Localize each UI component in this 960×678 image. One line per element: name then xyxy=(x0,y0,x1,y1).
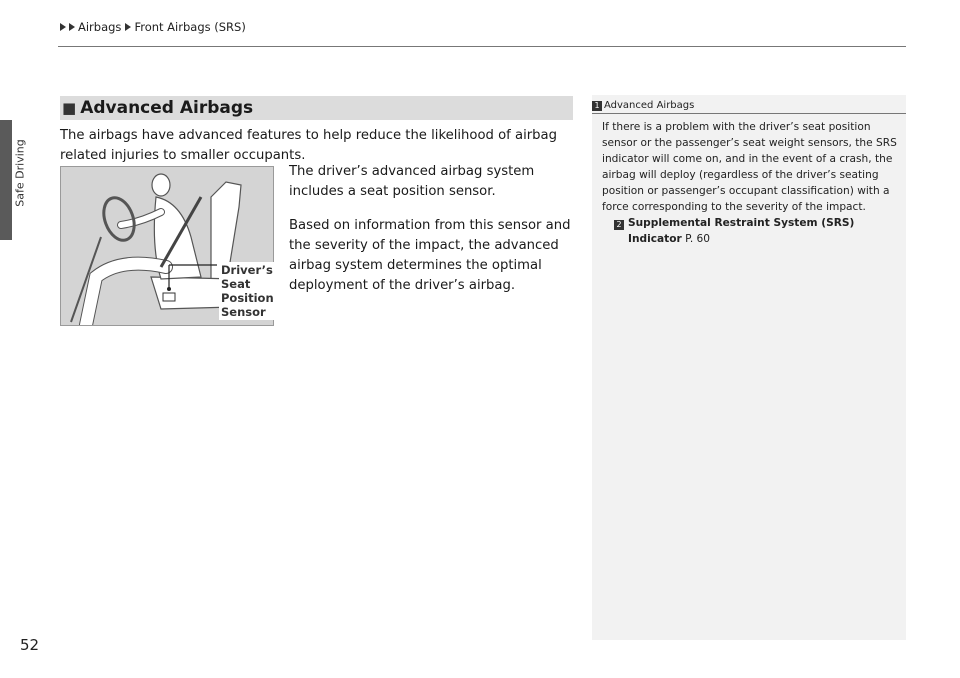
section-heading xyxy=(60,96,573,120)
breadcrumb xyxy=(60,20,246,34)
note-header xyxy=(592,98,906,114)
section-marker-icon: ■ xyxy=(62,99,77,117)
breadcrumb-item-airbags[interactable]: Airbags xyxy=(78,20,122,34)
section-body xyxy=(289,162,579,310)
seat-sensor-illustration xyxy=(60,166,274,326)
header-divider xyxy=(58,46,906,47)
cross-reference-link[interactable]: 2 Supplemental Restraint System (SRS) Indicator P. 60 xyxy=(602,215,898,247)
breadcrumb-arrow-icon xyxy=(60,23,66,31)
breadcrumb-arrow-icon xyxy=(69,23,75,31)
section-intro: The airbags have advanced features to help reduce the likelihood of airbag related injuries to smaller occupants. xyxy=(60,128,557,163)
note-body: If there is a problem with the driver’s seat position sensor or the passenger’s seat weight sensors, the SRS indicator will come on, and in the event of a crash, the airbag will deploy (regardless of the driver’s seating position or passenger’s occupant classification) with a force corresponding to the severity of the impact. 2 Supplemental Restraint System (SRS) Indicator P. 60 xyxy=(602,121,897,245)
breadcrumb-item-front-airbags[interactable]: Front Airbags (SRS) xyxy=(134,20,246,34)
chapter-tab xyxy=(0,120,12,240)
chapter-label: Safe Driving xyxy=(13,139,27,207)
body-paragraph: The driver’s advanced airbag system includes a seat position sensor. xyxy=(289,164,535,199)
sensor-callout: Driver’s Seat Position Sensor xyxy=(221,263,274,319)
body-paragraph: Based on information from this sensor and the severity of the impact, the advanced airbag system determines the optimal deployment of the driver’s airbag. xyxy=(289,218,571,293)
reference-arrow-icon: 2 xyxy=(614,220,624,230)
note-number-icon: 1 xyxy=(592,101,602,111)
section-title: Advanced Airbags xyxy=(80,98,254,118)
page-number: 52 xyxy=(20,636,40,654)
note-title: Advanced Airbags xyxy=(604,100,695,111)
breadcrumb-arrow-icon xyxy=(125,23,131,31)
side-note xyxy=(592,95,906,640)
